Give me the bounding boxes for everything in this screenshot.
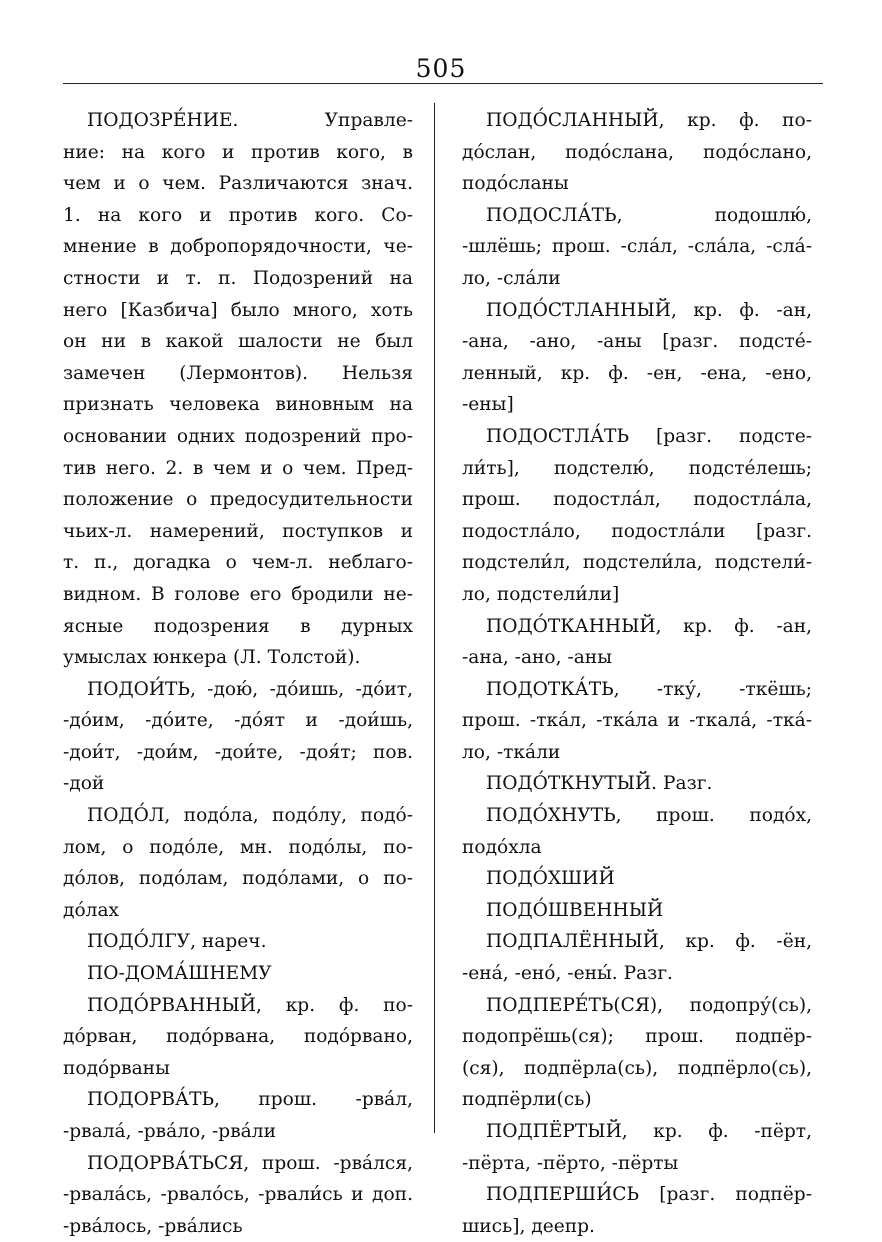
entry-line: ПОДОРВА́ТЬ, прош. -рва́л, bbox=[87, 1089, 413, 1111]
entry-line: ленный, кр. ф. -ен, -ена, -ено, bbox=[462, 362, 812, 384]
entry-line: -до́им, -до́ите, -до́ят и -дои́шь, bbox=[63, 710, 413, 732]
entry-line: ние: на кого и против кого, в bbox=[63, 141, 413, 163]
dictionary-entry bbox=[63, 674, 413, 800]
entry-line: видном. В голове его бродили не- bbox=[63, 583, 413, 605]
entry-line: признать человека виновным на bbox=[63, 394, 413, 416]
entry-line: него [Казбича] было много, хоть bbox=[63, 299, 413, 321]
entry-line: ПОДОЗРЕ́НИЕ. Управле- bbox=[87, 110, 413, 131]
dictionary-entry bbox=[462, 768, 812, 800]
dictionary-entry bbox=[63, 1084, 413, 1147]
entry-line: ПОДПЕРЕ́ТЬ(СЯ), подопру́(сь), bbox=[486, 994, 812, 1016]
entry-line: т. п., догадка о чем-л. неблаго- bbox=[63, 552, 413, 574]
entry-line: ПОДОСЛА́ТЬ, подошлю́, bbox=[486, 204, 812, 226]
entry-line: ПОДО́ТКАННЫЙ, кр. ф. -ан, bbox=[486, 615, 812, 637]
entry-line: ПОДО́ЛГУ, нареч. bbox=[87, 931, 267, 953]
dictionary-entry bbox=[462, 863, 812, 895]
dictionary-entry bbox=[462, 200, 812, 295]
entry-line: -ена́, -ено́, -ены́. Разг. bbox=[462, 963, 673, 985]
entry-line: ПОДПАЛЁННЫЙ, кр. ф. -ён, bbox=[486, 931, 812, 953]
dictionary-entry bbox=[63, 1148, 413, 1242]
entry-line: до́рван, подо́рвана, подо́рвано, bbox=[63, 1026, 413, 1048]
entry-line: ясные подозрения в дурных bbox=[63, 615, 413, 637]
entry-line: -ены] bbox=[462, 394, 514, 416]
entry-line: он ни в какой шалости не был bbox=[63, 331, 413, 353]
entry-line: -дои́т, -дои́м, -дои́те, -доя́т; пов. bbox=[63, 741, 413, 763]
dictionary-entry bbox=[462, 1179, 812, 1242]
dictionary-entry bbox=[63, 926, 413, 958]
entry-line: чем и о чем. Различаются знач. bbox=[63, 173, 413, 195]
entry-line: подо́хла bbox=[462, 836, 542, 858]
entry-line: ПОДОИ́ТЬ, -дою́, -до́ишь, -до́ит, bbox=[87, 678, 413, 700]
entry-line: ПОДПЁРТЫЙ, кр. ф. -пёрт, bbox=[486, 1121, 812, 1142]
dictionary-entry bbox=[462, 1116, 812, 1179]
left-column bbox=[63, 105, 413, 1242]
entry-line: подстели́л, подстели́ла, подстели́- bbox=[462, 552, 812, 574]
entry-line: чьих-л. намерений, поступков и bbox=[63, 520, 413, 542]
dictionary-entry bbox=[462, 926, 812, 989]
entry-line: -пёрта, -пёрто, -пёрты bbox=[462, 1152, 679, 1174]
dictionary-entry bbox=[63, 990, 413, 1085]
entry-line: ПОДО́СТЛАННЫЙ, кр. ф. -ан, bbox=[486, 299, 812, 321]
entry-line: -дой bbox=[63, 773, 105, 795]
entry-line: подостла́ло, подостла́ли [разг. bbox=[462, 520, 812, 542]
entry-line: (ся), подпёрла(сь), подпёрло(сь), bbox=[462, 1057, 812, 1079]
entry-line: ПОДО́ХНУТЬ, прош. подо́х, bbox=[486, 805, 812, 827]
entry-line: до́лов, подо́лам, подо́лами, о по- bbox=[63, 868, 413, 890]
dictionary-entry bbox=[462, 295, 812, 421]
dictionary-entry bbox=[63, 105, 413, 674]
entry-line: прош. -тка́л, -тка́ла и -ткала́, -тка́- bbox=[462, 710, 812, 732]
entry-line: -рвала́сь, -рвало́сь, -рвали́сь и доп. bbox=[63, 1184, 413, 1206]
entry-line: ПОДО́ТКНУТЫЙ. Разг. bbox=[486, 773, 713, 795]
entry-line: подпёрли(сь) bbox=[462, 1089, 592, 1111]
entry-line: -ана, -ано, -аны bbox=[462, 647, 613, 669]
entry-line: до́слан, подо́слана, подо́слано, bbox=[462, 141, 812, 163]
entry-line: -шлёшь; прош. -сла́л, -сла́ла, -сла́- bbox=[462, 236, 812, 258]
entry-line: тив него. 2. в чем и о чем. Пред- bbox=[63, 457, 413, 479]
entry-line: ПОДО́ХШИЙ bbox=[486, 868, 615, 890]
entry-line: ПОДО́Л, подо́ла, подо́лу, подо́- bbox=[87, 805, 413, 827]
entry-line: ПОДО́СЛАННЫЙ, кр. ф. по- bbox=[486, 110, 812, 131]
entry-line: замечен (Лермонтов). Нельзя bbox=[63, 362, 413, 384]
entry-line: ло, подстели́ли] bbox=[462, 583, 620, 605]
entry-line: ПО-ДОМА́ШНЕМУ bbox=[87, 963, 272, 985]
header-rule bbox=[63, 83, 823, 84]
entry-line: стности и т. п. Подозрений на bbox=[63, 267, 413, 289]
entry-line: ло, -тка́ли bbox=[462, 741, 561, 763]
dictionary-entry bbox=[462, 800, 812, 863]
entry-line: ПОДПЕРШИ́СЬ [разг. подпёр- bbox=[486, 1184, 812, 1206]
entry-line: положение о предосудительности bbox=[63, 489, 413, 511]
entry-line: 1. на кого и против кого. Со- bbox=[63, 204, 413, 226]
page-number: 505 bbox=[415, 54, 467, 83]
entry-line: ПОДОТКА́ТЬ, -тку́, -ткёшь; bbox=[486, 678, 812, 700]
entry-line: -ана, -ано, -аны [разг. подсте́- bbox=[462, 331, 812, 353]
entry-line: -рва́лось, -рва́лись bbox=[63, 1215, 243, 1237]
entry-line: ПОДО́РВАННЫЙ, кр. ф. по- bbox=[87, 994, 413, 1016]
entry-line: лом, о подо́ле, мн. подо́лы, по- bbox=[63, 836, 413, 858]
dictionary-entry bbox=[63, 800, 413, 926]
dictionary-entry bbox=[462, 990, 812, 1116]
dictionary-entry bbox=[462, 674, 812, 769]
right-column bbox=[462, 105, 812, 1242]
dictionary-entry bbox=[462, 105, 812, 200]
column-divider bbox=[434, 103, 435, 1133]
entry-line: до́лах bbox=[63, 899, 120, 921]
entry-line: подо́сланы bbox=[462, 173, 569, 195]
entry-line: ПОДО́ШВЕННЫЙ bbox=[486, 899, 664, 921]
entry-line: -рвала́, -рва́ло, -рва́ли bbox=[63, 1121, 276, 1142]
dictionary-entry bbox=[63, 958, 413, 990]
entry-line: мнение в добропорядочности, че- bbox=[63, 236, 413, 258]
entry-line: шись], деепр. bbox=[462, 1215, 595, 1237]
dictionary-entry bbox=[462, 611, 812, 674]
entry-line: ПОДОСТЛА́ТЬ [разг. подсте- bbox=[486, 425, 812, 447]
entry-line: подопрёшь(ся); прош. подпёр- bbox=[462, 1026, 812, 1048]
dictionary-entry bbox=[462, 421, 812, 611]
entry-line: прош. подостла́л, подостла́ла, bbox=[462, 489, 812, 511]
entry-line: ли́ть], подстелю́, подсте́лешь; bbox=[462, 457, 812, 479]
entry-line: ло, -сла́ли bbox=[462, 267, 561, 289]
entry-line: умыслах юнкера (Л. Толстой). bbox=[63, 647, 361, 669]
entry-line: подо́рваны bbox=[63, 1057, 170, 1079]
entry-line: ПОДОРВА́ТЬСЯ, прош. -рва́лся, bbox=[87, 1152, 413, 1174]
dictionary-entry bbox=[462, 895, 812, 927]
entry-line: основании одних подозрений про- bbox=[63, 425, 413, 447]
